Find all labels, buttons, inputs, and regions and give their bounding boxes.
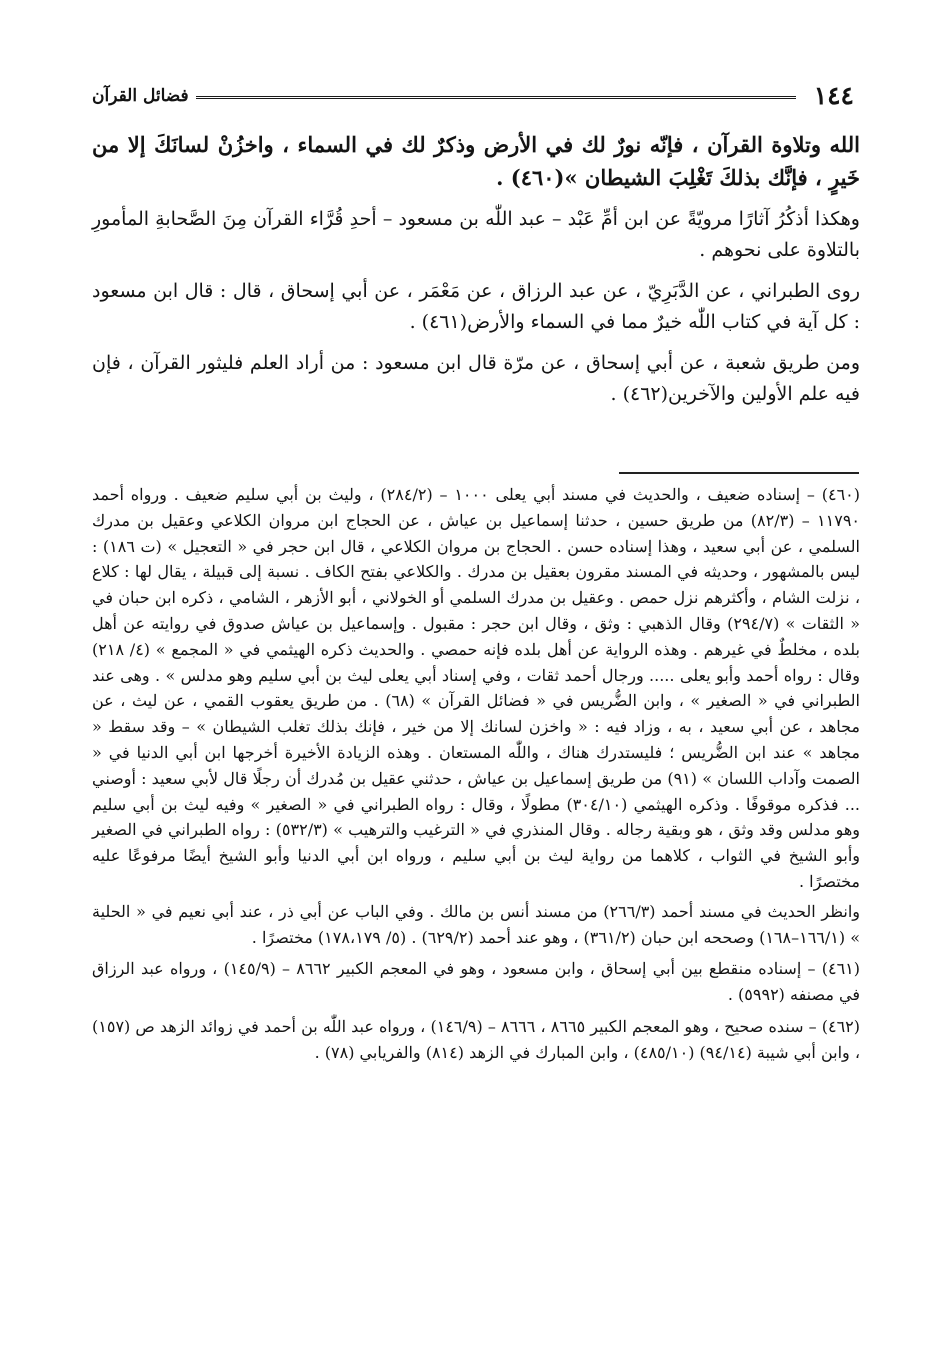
page-header (92, 78, 854, 114)
paragraph-narration-1: روى الطبراني ، عن الدَّبَرِيّ ، عن عبد الرزاق ، عن مَعْمَر ، عن أبي إسحاق ، قال : قال ابن مسعود : كل آية في كتاب اللّٰه خيرٌ مما في السماء والأرض(٤٦١) . (92, 280, 860, 333)
footnote-460: (٤٦٠) – إسناده ضعيف ، والحديث في مسند أبي يعلى ١٠٠٠ – (٢٨٤/٢) ، وليث بن أبي سليم ضعيف . ورواه أحمد ١١٧٩٠ – (٨٢/٣) من طريق حسين ، حدثنا إسماعيل بن عياش ، عن الحجاج ابن مروان الكلاعي وعقيل بن مدرك السلمي ، عن أبي سعيد ، وهذا إسناده حسن . الحجاج بن مروان الكلاعي ، قال ابن حجر في « التعجيل » (ت ١٨٦) : ليس بالمشهور ، وحديثه في المسند مقرون بعقيل بن مدرك . والكلاعي بفتح الكاف . نسبة إلى قبيلة ، يقال لها : كلاع ، نزلت الشام ، وأكثرهم نزل حمص . وعقيل بن مدرك السلمي أو الخولاني ، أبو الأزهر ، الشامي ، ذكره ابن حبان في « الثقات » (٢٩٤/٧) وقال الذهبي : وثق ، وقال ابن حجر : مقبول . وإسماعيل بن عياش صدوق في روايته عن أهل بلده ، مخلطٌ في غيرهم . وهذه الرواية عن أهل بلده فإنه حمصي . والحديث ذكره الهيثمي في « المجمع » (٤/ ٢١٨) وقال : رواه أحمد وأبو يعلى ..... ورجال أحمد ثقات ، وفي إسناد أبي يعلى ليث بن أبي سليم وهو مدلس » . وهى عند الطبراني في « الصغير » ، وابن الضُّريس في « فضائل القرآن » (٦٨) . من طريق يعقوب القمي ، عن ليث ، عن مجاهد ، عن أبي سعيد ، به ، وزاد فيه : « واخزن لسانك إلا من خير ، فإنك بذلك تغلب الشيطان » – وقد سقط « مجاهد » عند ابن الضُّريس ؛ فليستدرك هناك ، واللّٰه المستعان . وهذه الزيادة الأخيرة أخرجها ابن أبي الدنيا في « الصمت وآداب اللسان » (٩١) من طريق إسماعيل بن عياش ، حدثني عقيل بن مُدرك أن رجلًا قال لأبي سعيد : أوصني ... فذكره موقوفًا . وذكره الهيثمي (٣٠٤/١٠) مطولًا ، وقال : رواه الطبراني في « الصغير » وفيه ليث بن أبي سليم وهو مدلس وقد وثق ، هو وبقية رجاله . وقال المنذري في « الترغيب والترهيب » (٥٣٢/٣) : رواه الطبراني في الصغير وأبو الشيخ في الثواب ، كلاهما من رواية ليث بن أبي سليم ، ورواه ابن أبي الدنيا وأبو الشيخ أيضًا مرفوعًا عليه مختصرًا . (92, 485, 861, 891)
footnote-460-continued: وانظر الحديث في مسند أحمد (٢٦٦/٣) من مسند أنس بن مالك . وفي الباب عن أبي ذر ، عند أبي نعيم في « الحلية » (١٦٦/١–١٦٨) وصححه ابن حبان (٣٦١/٢) ، وهو عند أحمد (٦٢٩/٢) . (٥/ ١٧٨،١٧٩) مختصرًا . (92, 901, 861, 947)
header-rule (196, 96, 796, 99)
paragraph-intro: وهكذا أذكُرُ آثارًا مرويّةً عن ابن أمِّ عَبْد – عبد اللّٰه بن مسعود – أحدِ قُرَّاء القرآن مِنَ الصَّحابةِ المأمورِ بالتلاوة على نحوهم . (92, 208, 860, 261)
page-number: ١٤٤ (813, 81, 854, 110)
footnotes (92, 482, 860, 1070)
paragraph-hadith-end: الله وتلاوة القرآن ، فإنّه نورٌ لك في الأرض وذكرٌ لك في السماء ، واخزُنْ لسانَكَ إلا من خَيرٍ ، فإنَّك بذلكَ تَغْلِبَ الشيطان »(٤٦٠) . (92, 132, 860, 190)
main-text (92, 128, 860, 420)
paragraph-narration-2: ومن طريق شعبة ، عن أبي إسحاق ، عن مرّة قال ابن مسعود : من أراد العلم فليثور القرآن ، فإن فيه علم الأولين والآخرين(٤٦٢) . (92, 352, 860, 405)
footnote-461: (٤٦١) – إسناده منقطع بين أبي إسحاق ، وابن مسعود ، وهو في المعجم الكبير ٨٦٦٢ – (١٤٥/٩) ، ورواه عبد الرزاق في مصنفه (٥٩٩٢) . (92, 959, 860, 1005)
running-title: فضائل القرآن (92, 86, 189, 106)
footnote-462: (٤٦٢) – سنده صحيح ، وهو المعجم الكبير ٨٦٦٥ ، ٨٦٦٦ – (١٤٦/٩) ، ورواه عبد اللّٰه بن أحمد في زوائد الزهد ص (١٥٧) ، وابن أبي شيبة (٩٤/١٤) (٤٨٥/١٠) ، وابن المبارك في الزهد (٨١٤) والفريابي (٧٨) . (92, 1016, 861, 1062)
footnote-separator (619, 472, 859, 474)
